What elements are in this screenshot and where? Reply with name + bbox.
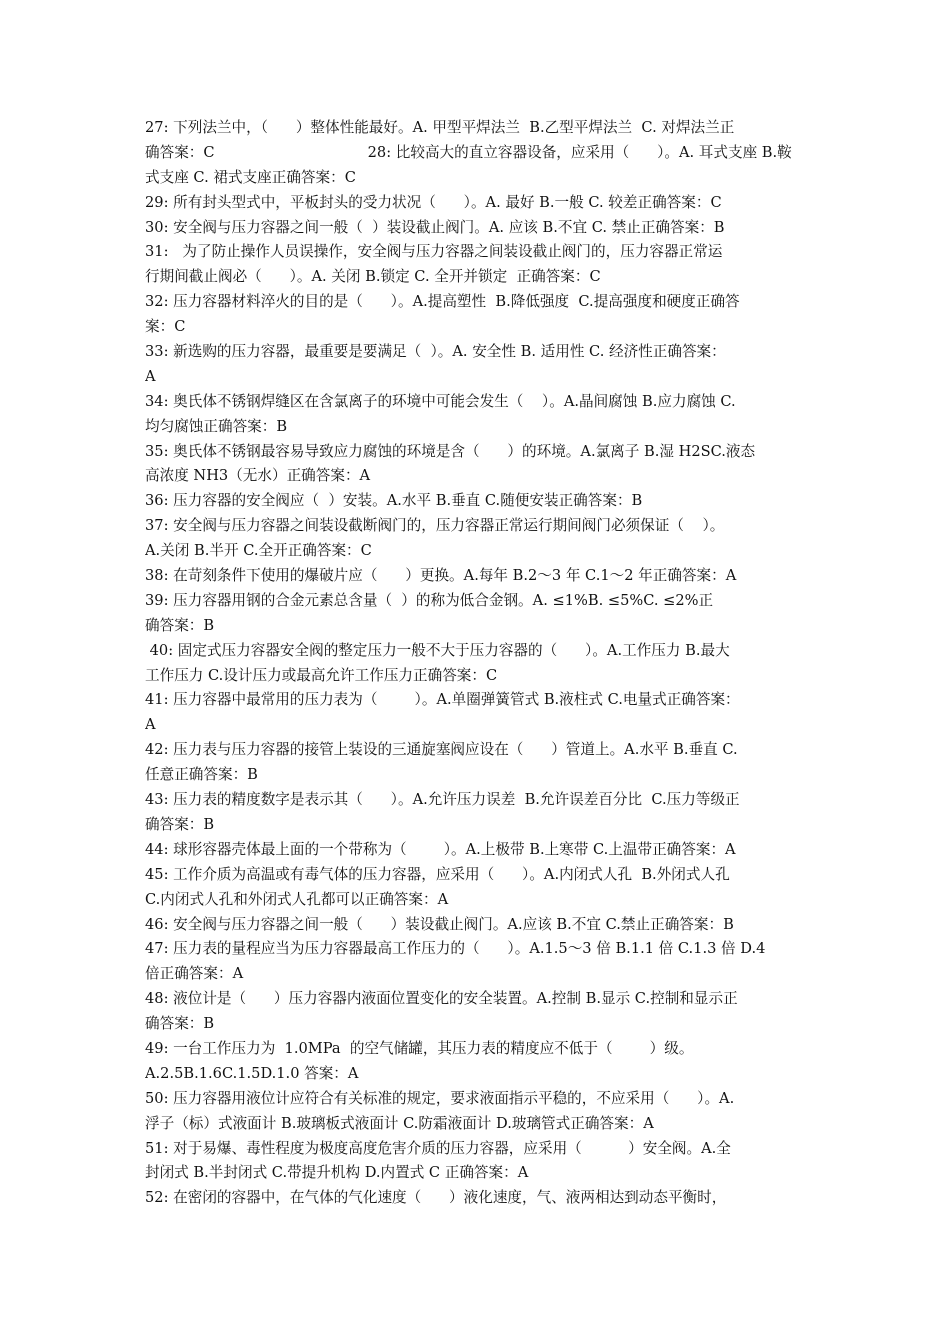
text-line: C.内闭式人孔和外闭式人孔都可以正确答案：A — [145, 890, 449, 908]
text-line: 47: 压力表的量程应当为压力容器最高工作压力的（ ）。A.1.5～3 倍 B.1.1 倍 C.1.3 倍 D.4 — [145, 940, 766, 958]
text-line: 确答案：C 28: 比较高大的直立容器设备，应采用（ ）。A. 耳式支座 B.鞍 — [145, 143, 792, 161]
text-line: 确答案：B — [145, 616, 215, 634]
question-list — [145, 116, 809, 1211]
text-line: 工作压力 C.设计压力或最高允许工作压力正确答案：C — [145, 666, 498, 684]
text-line: 40: 固定式压力容器安全阀的整定压力一般不大于压力容器的（ ）。A.工作压力 B.最大 — [145, 641, 730, 659]
text-line: 52: 在密闭的容器中，在气体的气化速度（ ）液化速度，气、液两相达到动态平衡时， — [145, 1189, 727, 1207]
text-line: 33: 新选购的压力容器，最重要是要满足（ ）。A. 安全性 B. 适用性 C. 经济性正确答案： — [145, 343, 726, 361]
text-line: 49: 一台工作压力为 1.0MPa 的空气储罐，其压力表的精度应不低于（ ）级。 — [145, 1039, 694, 1057]
text-line: A.关闭 B.半开 C.全开正确答案：C — [145, 542, 372, 560]
text-line: 38: 在苛刻条件下使用的爆破片应（ ）更换。A.每年 B.2～3 年 C.1～2 年正确答案：A — [145, 567, 737, 585]
text-line: 倍正确答案：A — [145, 965, 244, 983]
text-line: A — [145, 716, 156, 734]
text-line: 案：C — [145, 318, 186, 336]
text-line: 浮子（标）式液面计 B.玻璃板式液面计 C.防霜液面计 D.玻璃管式正确答案：A — [145, 1114, 654, 1132]
text-line: 44: 球形容器壳体最上面的一个带称为（ ）。A.上极带 B.上寒带 C.上温带正确答案：A — [145, 840, 736, 858]
text-line: 42: 压力表与压力容器的接管上装设的三通旋塞阀应设在（ ）管道上。A.水平 B.垂直 C. — [145, 741, 738, 759]
text-line: 均匀腐蚀正确答案：B — [145, 417, 288, 435]
text-line: 41: 压力容器中最常用的压力表为（ ）。A.单圈弹簧管式 B.液柱式 C.电量式正确答案： — [145, 691, 740, 709]
text-line: 34: 奥氏体不锈钢焊缝区在含氯离子的环境中可能会发生（ ）。A.晶间腐蚀 B.应力腐蚀 C. — [145, 392, 736, 410]
text-line: 46: 安全阀与压力容器之间一般（ ）装设截止阀门。A.应该 B.不宜 C.禁止正确答案：B — [145, 915, 734, 933]
text-line: 32: 压力容器材料淬火的目的是（ ）。A.提高塑性 B.降低强度 C.提高强度和硬度正确答 — [145, 293, 740, 311]
text-line: 37: 安全阀与压力容器之间装设截断阀门的，压力容器正常运行期间阀门必须保证（ ）。 — [145, 517, 725, 535]
text-line: 36: 压力容器的安全阀应（ ）安装。A.水平 B.垂直 C.随便安装正确答案：B — [145, 492, 643, 510]
text-line: 39: 压力容器用钢的合金元素总含量（ ）的称为低合金钢。A. ≤1%B. ≤5%C. ≤2%正 — [145, 591, 714, 609]
text-line: A.2.5B.1.6C.1.5D.1.0 答案：A — [145, 1064, 359, 1082]
text-line: 任意正确答案：B — [145, 766, 258, 784]
text-line: 29: 所有封头型式中，平板封头的受力状况（ ）。A. 最好 B.一般 C. 较差正确答案：C — [145, 193, 722, 211]
text-line: 确答案：B — [145, 1015, 215, 1033]
text-line: 50: 压力容器用液位计应符合有关标准的规定，要求液面指示平稳的，不应采用（ ）。A. — [145, 1089, 735, 1107]
text-line: 行期间截止阀必（ ）。A. 关闭 B.锁定 C. 全开并锁定 正确答案：C — [145, 268, 601, 286]
text-line: 封闭式 B.半封闭式 C.带提升机构 D.内置式 C 正确答案：A — [145, 1164, 529, 1182]
text-line: 式支座 C. 裙式支座正确答案：C — [145, 168, 356, 186]
text-line: 43: 压力表的精度数字是表示其（ ）。A.允许压力误差 B.允许误差百分比 C.压力等级正 — [145, 791, 740, 809]
text-line: 27: 下列法兰中，（ ）整体性能最好。A. 甲型平焊法兰 B.乙型平焊法兰 C. 对焊法兰正 — [145, 119, 735, 136]
text-line: 高浓度 NH3（无水）正确答案：A — [145, 467, 371, 485]
text-line: 45: 工作介质为高温或有毒气体的压力容器，应采用（ ）。A.内闭式人孔 B.外闭式人孔 — [145, 865, 730, 883]
text-line: 确答案：B — [145, 815, 215, 833]
text-line: 31: 为了防止操作人员误操作，安全阀与压力容器之间装设截止阀门的，压力容器正常运 — [145, 243, 723, 261]
text-line: 51: 对于易爆、毒性程度为极度高度危害介质的压力容器，应采用（ ）安全阀。A.全 — [145, 1139, 731, 1157]
text-line: 48: 液位计是（ ）压力容器内液面位置变化的安全装置。A.控制 B.显示 C.控制和显示正 — [145, 990, 738, 1008]
text-line: A — [145, 367, 156, 385]
text-line: 30: 安全阀与压力容器之间一般（ ）装设截止阀门。A. 应该 B.不宜 C. 禁止正确答案：B — [145, 218, 725, 236]
text-line: 35: 奥氏体不锈钢最容易导致应力腐蚀的环境是含（ ）的环境。A.氯离子 B.湿 H2SC.液态 — [145, 442, 756, 460]
